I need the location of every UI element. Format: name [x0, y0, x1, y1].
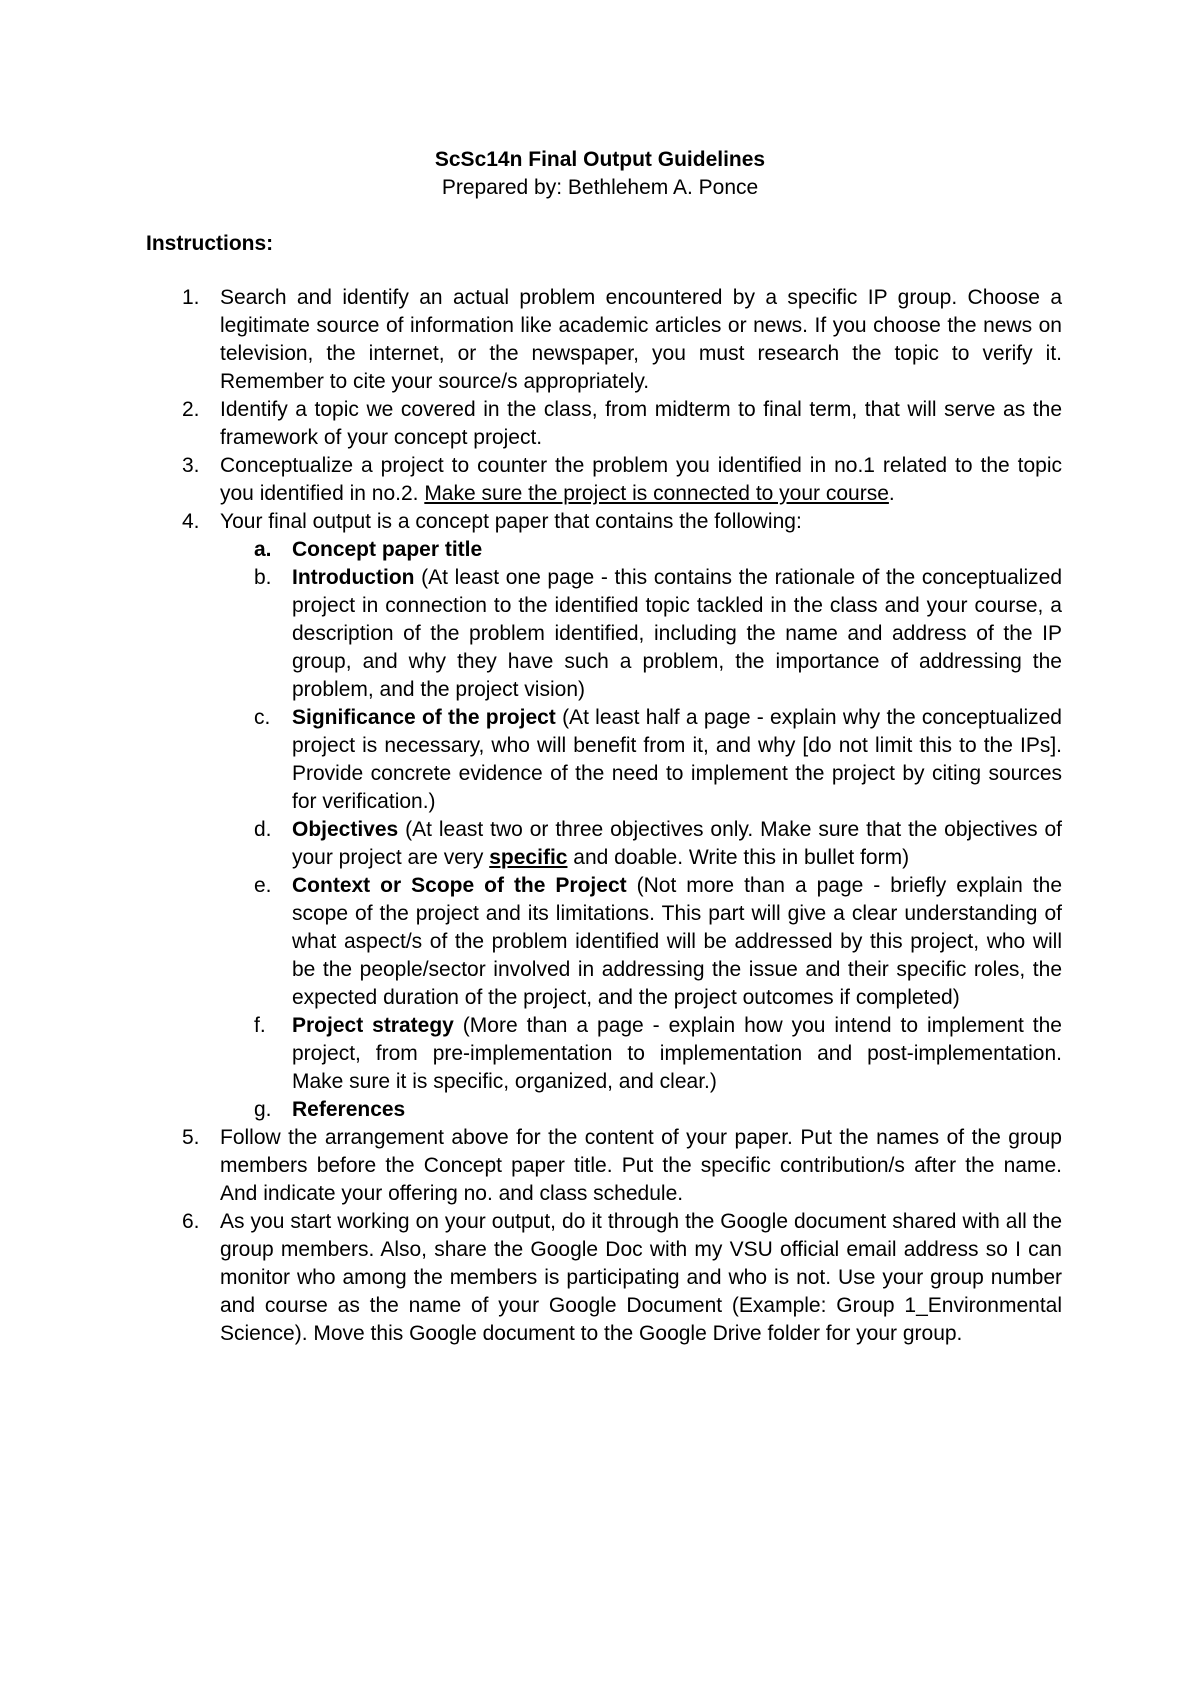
subitem-text: (At least two or three objectives only. Make sure that the objectives of your project are very — [292, 818, 1062, 869]
subitem-letter: d. — [254, 818, 272, 841]
list-item-4 — [146, 508, 1062, 1124]
sublist-item-b — [146, 564, 1062, 704]
subitem-text-end: and doable. Write this in bullet form) — [567, 846, 910, 869]
subitem-letter: g. — [254, 1098, 272, 1121]
item-text: Identify a topic we covered in the class, from midterm to final term, that will serve as the framework of your concept project. — [220, 398, 1062, 449]
list-item-1 — [146, 284, 1062, 396]
item-underlined-text: Make sure the project is connected to your course — [424, 482, 889, 505]
list-item-3 — [146, 452, 1062, 508]
sublist-item-g — [146, 1096, 1062, 1124]
subitem-text: (At least half a page - explain why the conceptualized project is necessary, who will benefit from it, and why [do not limit this to the IPs]. Provide concrete evidence of the need to implement the project by citing sources for verification.) — [292, 706, 1062, 813]
list-item-5 — [146, 1124, 1062, 1208]
item-number: 1. — [182, 286, 200, 309]
subitem-title: Significance of the project — [292, 706, 556, 729]
subitem-letter: f. — [254, 1014, 266, 1037]
document-title: ScSc14n Final Output Guidelines — [434, 148, 766, 171]
item-text: Conceptualize a project to counter the problem you identified in no.1 related to the topic you identified in no.2. — [220, 454, 1062, 505]
item-text: Your final output is a concept paper that contains the following: — [220, 510, 802, 533]
sublist-item-e — [146, 872, 1062, 1012]
item-text: Search and identify an actual problem encountered by a specific IP group. Choose a legitimate source of information like academic articles or news. If you choose the news on television, the internet, or the newspaper, you must research the topic to verify it. Remember to cite your source/s appropriately. — [220, 286, 1062, 393]
list-item-2 — [146, 396, 1062, 452]
subitem-letter: e. — [254, 874, 272, 897]
subitem-letter: b. — [254, 566, 272, 589]
item-number: 3. — [182, 454, 200, 477]
subitem-title: Context or Scope of the Project — [292, 874, 627, 897]
subitem-letter: a. — [254, 538, 272, 561]
item-text-end: . — [888, 482, 895, 505]
subitem-title: References — [292, 1098, 406, 1121]
subitem-text: (Not more than a page - briefly explain the scope of the project and its limitations. This part will give a clear understanding of what aspect/s of the problem identified will be addressed by this project, who will be the people/sector involved in addressing the issue and their specific roles, the expected duration of the project, and the project outcomes if completed) — [292, 874, 1063, 1009]
sublist-item-d — [146, 816, 1062, 872]
item-text: Follow the arrangement above for the content of your paper. Put the names of the group members before the Concept paper title. Put the specific contribution/s after the name. And indicate your offering no. and class schedule. — [220, 1126, 1062, 1205]
item-number: 2. — [182, 398, 200, 421]
subitem-emphasis: specific — [489, 846, 568, 869]
subitem-letter: c. — [254, 706, 271, 729]
item-number: 6. — [182, 1210, 200, 1233]
sublist-item-c — [146, 704, 1062, 816]
sublist-item-a — [146, 536, 1062, 564]
subitem-title: Concept paper title — [292, 538, 483, 561]
document-subtitle: Prepared by: Bethlehem A. Ponce — [441, 176, 759, 199]
instructions-heading: Instructions: — [146, 232, 274, 255]
subitem-title: Project strategy — [292, 1014, 454, 1037]
item-number: 5. — [182, 1126, 200, 1149]
subitem-title: Introduction — [292, 566, 415, 589]
subitem-title: Objectives — [292, 818, 399, 841]
sublist-item-f — [146, 1012, 1062, 1096]
subitem-text: (More than a page - explain how you intend to implement the project, from pre-implementation to implementation and post-implementation. Make sure it is specific, organized, and clear.) — [292, 1014, 1062, 1093]
subitem-text: (At least one page - this contains the rationale of the conceptualized project in connection to the identified topic tackled in the class and your course, a description of the problem identified, including the name and address of the IP group, and why they have such a problem, the importance of addressing the problem, and the project vision) — [292, 566, 1062, 701]
item-text: As you start working on your output, do it through the Google document shared with all the group members. Also, share the Google Doc with my VSU official email address so I can monitor who among the members is participating and who is not. Use your group number and course as the name of your Google Document (Example: Group 1_Environmental Science). Move this Google document to the Google Drive folder for your group. — [220, 1210, 1062, 1345]
item-number: 4. — [182, 510, 200, 533]
instructions-list — [146, 284, 1062, 1348]
list-item-6 — [146, 1208, 1062, 1348]
